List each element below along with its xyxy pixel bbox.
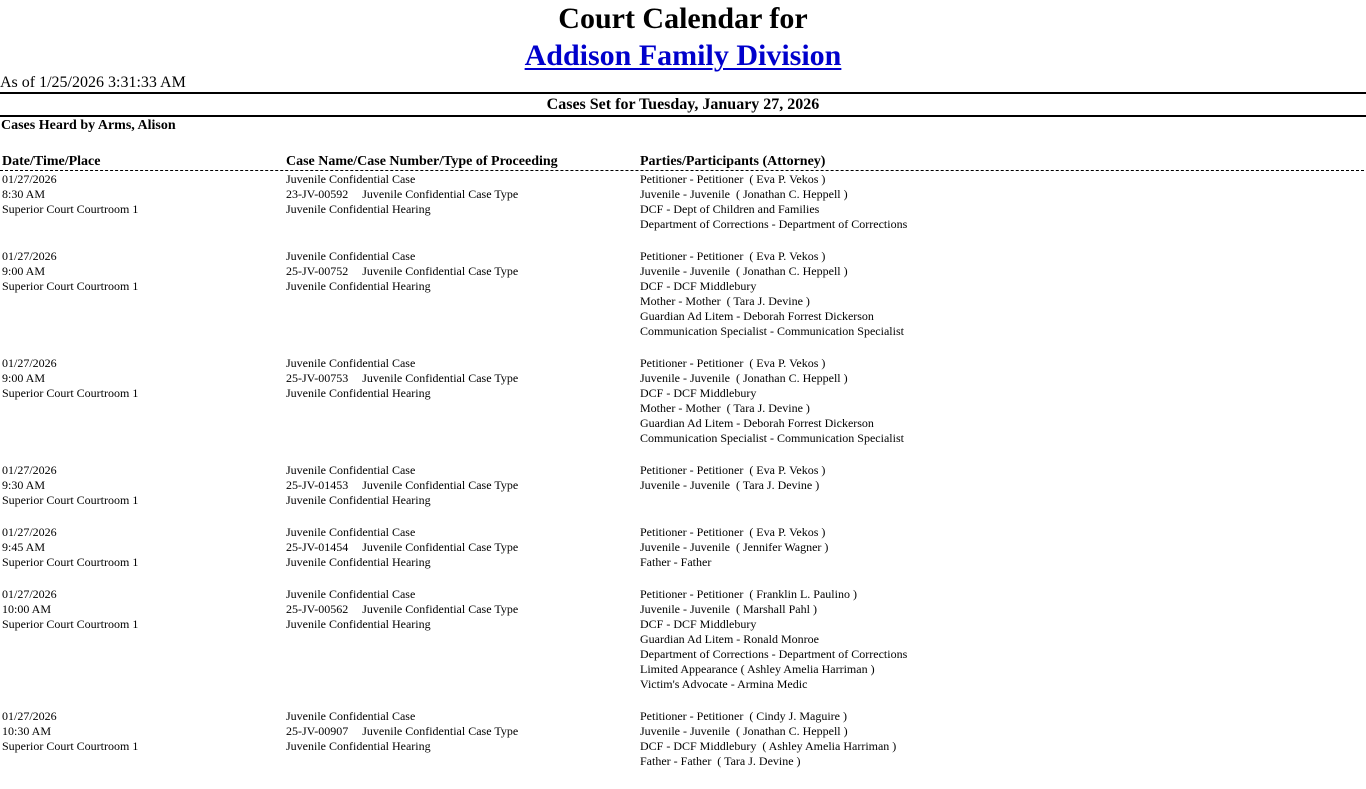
party-entry: Petitioner - Petitioner ( Eva P. Vekos ) [640,249,826,263]
proceeding-type: Juvenile Confidential Hearing [286,739,431,753]
case-number-line [286,540,518,555]
party-entry: DCF - Dept of Children and Families [640,202,820,216]
header-date-time-place: Date/Time/Place [2,154,101,169]
proceeding-type: Juvenile Confidential Hearing [286,617,431,631]
case-name: Juvenile Confidential Case [286,356,416,370]
case-number-line [286,371,518,386]
case-type: Juvenile Confidential Case Type [362,264,519,278]
proceeding-type: Juvenile Confidential Hearing [286,555,431,569]
case-number: 23-JV-00592 [286,187,349,201]
divider-top [0,92,1366,94]
case-date: 01/27/2026 [2,709,57,723]
case-name: Juvenile Confidential Case [286,587,416,601]
case-time: 8:30 AM [2,187,46,201]
proceeding-type: Juvenile Confidential Hearing [286,386,431,400]
party-entry: Guardian Ad Litem - Deborah Forrest Dickerson [640,309,874,323]
case-date: 01/27/2026 [2,172,57,186]
case-row [0,525,1366,587]
party-entry: Juvenile - Juvenile ( Jonathan C. Heppell ) [640,187,848,201]
case-place: Superior Court Courtroom 1 [2,202,139,216]
case-info-cell [286,463,518,508]
case-time: 10:00 AM [2,602,52,616]
case-place: Superior Court Courtroom 1 [2,386,139,400]
case-date: 01/27/2026 [2,463,57,477]
case-number-line [286,602,518,617]
case-row [0,463,1366,525]
party-entry: Juvenile - Juvenile ( Jonathan C. Heppell ) [640,264,848,278]
case-number: 25-JV-01453 [286,478,349,492]
party-entry: Juvenile - Juvenile ( Jennifer Wagner ) [640,540,829,554]
party-entry: Father - Father ( Tara J. Devine ) [640,754,801,768]
case-time: 9:30 AM [2,478,46,492]
case-name: Juvenile Confidential Case [286,525,416,539]
case-info-cell [286,525,518,570]
case-name: Juvenile Confidential Case [286,463,416,477]
party-entry: Communication Specialist - Communication Specialist [640,431,904,445]
party-entry: Victim's Advocate - Armina Medic [640,677,808,691]
party-entry: Communication Specialist - Communication Specialist [640,324,904,338]
date-time-place-cell [2,463,138,508]
party-entry: Petitioner - Petitioner ( Franklin L. Paulino ) [640,587,857,601]
case-row [0,587,1366,709]
date-time-place-cell [2,356,138,401]
case-type: Juvenile Confidential Case Type [362,371,519,385]
date-banner: Cases Set for Tuesday, January 27, 2026 [546,96,820,113]
case-type: Juvenile Confidential Case Type [362,724,519,738]
case-info-cell [286,249,518,294]
page-title [0,0,1366,74]
date-time-place-cell [2,709,138,754]
case-place: Superior Court Courtroom 1 [2,555,139,569]
proceeding-type: Juvenile Confidential Hearing [286,279,431,293]
case-time: 10:30 AM [2,724,52,738]
party-entry: Juvenile - Juvenile ( Tara J. Devine ) [640,478,820,492]
case-place: Superior Court Courtroom 1 [2,617,139,631]
party-entry: Mother - Mother ( Tara J. Devine ) [640,401,810,415]
date-time-place-cell [2,525,138,570]
parties-cell [640,709,896,769]
proceeding-type: Juvenile Confidential Hearing [286,202,431,216]
case-time: 9:00 AM [2,371,46,385]
party-entry: DCF - DCF Middlebury ( Ashley Amelia Harriman ) [640,739,897,753]
case-info-cell [286,172,518,217]
case-row [0,709,1366,789]
party-entry: DCF - DCF Middlebury [640,386,757,400]
date-time-place-cell [2,172,138,217]
case-list [0,172,1366,789]
party-entry: Department of Corrections - Department of Corrections [640,217,908,231]
parties-cell [640,249,904,339]
case-type: Juvenile Confidential Case Type [362,478,519,492]
case-number-line [286,724,518,739]
parties-cell [640,463,825,493]
party-entry: Juvenile - Juvenile ( Jonathan C. Heppell ) [640,371,848,385]
parties-cell [640,587,907,692]
parties-cell [640,356,904,446]
case-date: 01/27/2026 [2,249,57,263]
case-number: 25-JV-00752 [286,264,349,278]
party-entry: Juvenile - Juvenile ( Marshall Pahl ) [640,602,817,616]
party-entry: DCF - DCF Middlebury [640,279,757,293]
case-type: Juvenile Confidential Case Type [362,187,519,201]
proceeding-type: Juvenile Confidential Hearing [286,493,431,507]
case-name: Juvenile Confidential Case [286,249,416,263]
case-number: 25-JV-00907 [286,724,349,738]
case-time: 9:45 AM [2,540,46,554]
party-entry: Petitioner - Petitioner ( Eva P. Vekos ) [640,525,826,539]
case-info-cell [286,587,518,632]
case-number-line [286,187,518,202]
party-entry: Petitioner - Petitioner ( Eva P. Vekos ) [640,356,826,370]
party-entry: Petitioner - Petitioner ( Eva P. Vekos ) [640,463,826,477]
case-number-line [286,264,518,279]
header-parties: Parties/Participants (Attorney) [640,154,826,169]
case-date: 01/27/2026 [2,356,57,370]
case-type: Juvenile Confidential Case Type [362,602,519,616]
column-headers [0,153,1364,171]
party-entry: Guardian Ad Litem - Ronald Monroe [640,632,819,646]
case-row [0,249,1366,356]
case-row [0,356,1366,463]
date-time-place-cell [2,249,138,294]
party-entry: Juvenile - Juvenile ( Jonathan C. Heppell ) [640,724,848,738]
case-name: Juvenile Confidential Case [286,709,416,723]
case-place: Superior Court Courtroom 1 [2,279,139,293]
party-entry: Petitioner - Petitioner ( Eva P. Vekos ) [640,172,826,186]
party-entry: DCF - DCF Middlebury [640,617,757,631]
case-number: 25-JV-01454 [286,540,349,554]
parties-cell [640,525,828,570]
as-of-timestamp: As of 1/25/2026 3:31:33 AM [0,74,186,91]
case-number-line [286,478,518,493]
case-name: Juvenile Confidential Case [286,172,416,186]
party-entry: Mother - Mother ( Tara J. Devine ) [640,294,810,308]
divider-bottom [0,115,1366,117]
party-entry: Limited Appearance ( Ashley Amelia Harriman ) [640,662,875,676]
case-place: Superior Court Courtroom 1 [2,739,139,753]
division-link[interactable]: Addison Family Division [524,39,842,72]
case-number: 25-JV-00753 [286,371,349,385]
parties-cell [640,172,907,232]
title-line: Court Calendar for [558,2,808,35]
party-entry: Department of Corrections - Department of Corrections [640,647,908,661]
case-number: 25-JV-00562 [286,602,349,616]
party-entry: Father - Father [640,555,712,569]
party-entry: Petitioner - Petitioner ( Cindy J. Maguire ) [640,709,847,723]
case-date: 01/27/2026 [2,587,57,601]
case-date: 01/27/2026 [2,525,57,539]
case-info-cell [286,356,518,401]
case-time: 9:00 AM [2,264,46,278]
case-info-cell [286,709,518,754]
date-time-place-cell [2,587,138,632]
party-entry: Guardian Ad Litem - Deborah Forrest Dickerson [640,416,874,430]
case-type: Juvenile Confidential Case Type [362,540,519,554]
header-case-info: Case Name/Case Number/Type of Proceeding [286,154,558,169]
case-place: Superior Court Courtroom 1 [2,493,139,507]
judge-heading: Cases Heard by Arms, Alison [1,118,176,133]
case-row [0,172,1366,249]
